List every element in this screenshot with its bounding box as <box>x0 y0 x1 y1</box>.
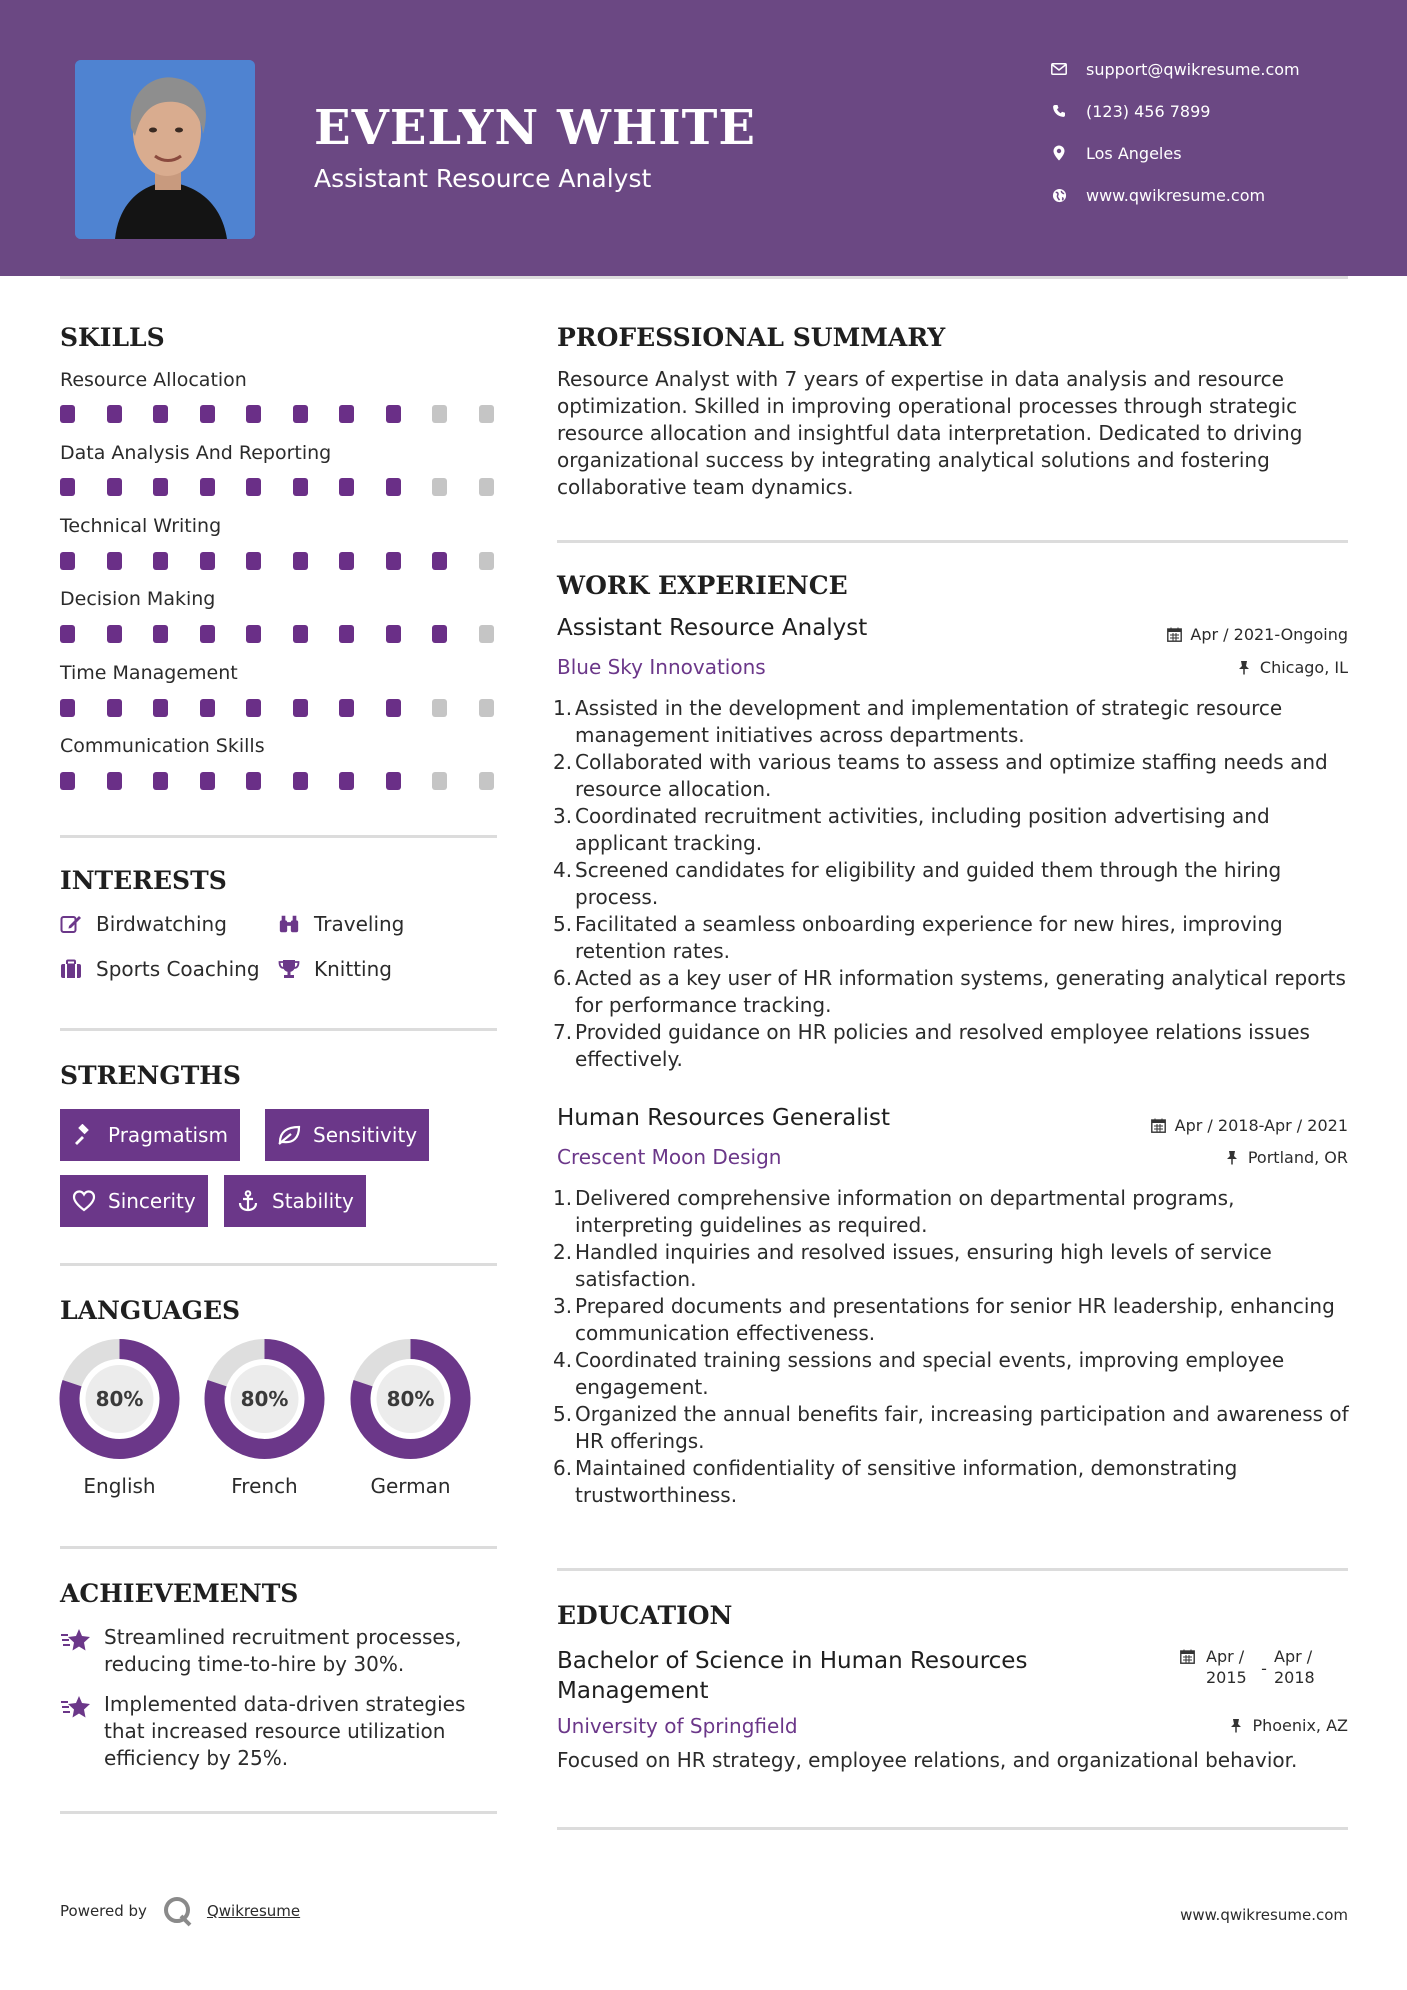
rating-dot-empty <box>432 405 447 423</box>
list-item: 6. Acted as a key user of HR information systems, generating analytical reports for performance tracking. <box>553 966 1346 1017</box>
rating-dot-filled <box>293 405 308 423</box>
rating-dot-filled <box>60 552 75 570</box>
envelope-icon <box>1048 59 1070 79</box>
company-name: Blue Sky Innovations <box>557 655 766 679</box>
skill-rating <box>60 552 500 570</box>
list-item: 6. Maintained confidentiality of sensitive information, demonstrating trustworthiness. <box>553 1456 1238 1507</box>
education-start-date: Apr / 2015 <box>1206 1647 1247 1687</box>
skill-name: Data Analysis And Reporting <box>60 442 332 464</box>
list-item: 4. Coordinated training sessions and special events, improving employee engagement. <box>553 1348 1285 1399</box>
pushpin-icon <box>1228 1718 1244 1734</box>
section-divider <box>557 540 1348 543</box>
powered-by-label: Powered by <box>60 1902 147 1920</box>
date-separator: - <box>1261 1659 1267 1678</box>
contact-email-text: support@qwikresume.com <box>1086 59 1300 79</box>
rating-dot-filled <box>200 478 215 496</box>
education-dates <box>1180 1646 1320 1688</box>
skills-heading: SKILLS <box>60 323 165 352</box>
rating-dot-filled <box>432 625 447 643</box>
heart-icon <box>72 1189 96 1213</box>
rating-dot-empty <box>479 699 494 717</box>
rating-dot-filled <box>107 478 122 496</box>
rating-dot-filled <box>386 478 401 496</box>
contact-phone[interactable] <box>1048 96 1368 126</box>
rating-dot-filled <box>200 625 215 643</box>
languages-heading: LANGUAGES <box>60 1296 241 1325</box>
job-bullets <box>555 695 1350 1073</box>
company-name: Crescent Moon Design <box>557 1145 782 1169</box>
strength-tag: Stability <box>224 1175 366 1227</box>
rating-dot-filled <box>386 552 401 570</box>
strength-tag: Pragmatism <box>60 1109 240 1161</box>
list-item: 2. Handled inquiries and resolved issues, ensuring high levels of service satisfaction. <box>553 1240 1272 1291</box>
list-item: 5. Organized the annual benefits fair, increasing participation and awareness of HR offerings. <box>553 1402 1349 1453</box>
candidate-role: Assistant Resource Analyst <box>314 164 652 193</box>
rating-dot-filled <box>432 552 447 570</box>
list-item: 2. Collaborated with various teams to assess and optimize staffing needs and resource allocation. <box>553 750 1328 801</box>
candidate-name: EVELYN WHITE <box>314 100 756 156</box>
skill-name: Technical Writing <box>60 515 222 537</box>
job-title: Assistant Resource Analyst <box>557 615 868 641</box>
rating-dot-filled <box>60 625 75 643</box>
star-icon <box>60 1626 92 1654</box>
briefcase-icon <box>60 958 82 980</box>
binoculars-icon <box>278 913 300 935</box>
rating-dot-filled <box>246 772 261 790</box>
section-divider <box>557 1568 1348 1571</box>
strength-tag: Sincerity <box>60 1175 208 1227</box>
rating-dot-empty <box>479 478 494 496</box>
rating-dot-empty <box>479 625 494 643</box>
section-divider <box>60 1028 497 1031</box>
contact-email[interactable] <box>1048 54 1368 84</box>
list-item: 3. Coordinated recruitment activities, including position advertising and applicant tracking. <box>553 804 1270 855</box>
rating-dot-filled <box>386 405 401 423</box>
rating-dot-empty <box>479 405 494 423</box>
rating-dot-filled <box>339 699 354 717</box>
skill-name: Resource Allocation <box>60 369 247 391</box>
rating-dot-filled <box>200 405 215 423</box>
rating-dot-filled <box>246 478 261 496</box>
achievement-item: Streamlined recruitment processes, reducing time-to-hire by 30%. <box>60 1624 500 1678</box>
rating-dot-filled <box>107 699 122 717</box>
rating-dot-filled <box>153 699 168 717</box>
phone-icon <box>1048 101 1070 121</box>
footer-powered-by <box>60 1894 300 1928</box>
skill-name: Time Management <box>60 662 238 684</box>
job-dates: Apr / 2018-Apr / 2021 <box>1151 1116 1348 1135</box>
list-item: 7. Provided guidance on HR policies and resolved employee relations issues effectively. <box>553 1020 1310 1071</box>
rating-dot-filled <box>293 478 308 496</box>
rating-dot-filled <box>339 772 354 790</box>
calendar-icon <box>1151 1118 1167 1134</box>
rating-dot-filled <box>293 625 308 643</box>
rating-dot-filled <box>293 772 308 790</box>
rating-dot-filled <box>386 772 401 790</box>
language-name: French <box>231 1474 298 1498</box>
language-name: English <box>83 1474 156 1498</box>
rating-dot-filled <box>60 478 75 496</box>
rating-dot-filled <box>60 772 75 790</box>
rating-dot-filled <box>293 699 308 717</box>
skill-rating <box>60 625 500 643</box>
experience-heading: WORK EXPERIENCE <box>557 571 848 600</box>
rating-dot-filled <box>293 552 308 570</box>
school-name: University of Springfield <box>557 1714 798 1738</box>
list-item: 1. Delivered comprehensive information on departmental programs, interpreting guidelines as required. <box>553 1186 1235 1237</box>
summary-text: Resource Analyst with 7 years of expertise in data analysis and resource optimization. Skilled in improving operational processes through strategic resource allocation and insightful data interpretation. Dedicated to driving organizational success by integrating analytical solutions and fostering collaborative team dynamics. <box>557 367 1303 499</box>
rating-dot-filled <box>200 699 215 717</box>
rating-dot-filled <box>107 772 122 790</box>
section-divider <box>557 1827 1348 1830</box>
calendar-icon <box>1180 1649 1196 1665</box>
rating-dot-filled <box>386 699 401 717</box>
globe-icon <box>1048 185 1070 205</box>
interests-heading: INTERESTS <box>60 866 227 895</box>
skill-rating <box>60 699 500 717</box>
skill-rating <box>60 772 500 790</box>
job-title: Human Resources Generalist <box>557 1105 891 1131</box>
contact-location-text: Los Angeles <box>1086 143 1182 163</box>
strength-tag: Sensitivity <box>265 1109 429 1161</box>
education-description: Focused on HR strategy, employee relations, and organizational behavior. <box>557 1748 1298 1772</box>
skill-rating <box>60 478 500 496</box>
star-icon <box>60 1693 92 1721</box>
language-item <box>57 1338 182 1498</box>
rating-dot-filled <box>339 478 354 496</box>
job-bullets <box>555 1185 1350 1509</box>
interest-item: Knitting <box>278 957 392 981</box>
summary-heading: PROFESSIONAL SUMMARY <box>557 323 946 352</box>
anchor-icon <box>236 1189 260 1213</box>
rating-dot-filled <box>153 478 168 496</box>
section-divider <box>60 1546 497 1549</box>
header-banner <box>0 0 1407 276</box>
list-item: 5. Facilitated a seamless onboarding experience for new hires, improving retention rates. <box>553 912 1283 963</box>
skill-name: Decision Making <box>60 588 216 610</box>
rating-dot-filled <box>153 552 168 570</box>
rating-dot-filled <box>246 699 261 717</box>
job-location: Chicago, IL <box>1236 658 1348 677</box>
contact-phone-text: (123) 456 7899 <box>1086 101 1211 121</box>
location-pin-icon <box>1048 143 1070 163</box>
skill-rating <box>60 405 500 423</box>
section-divider <box>60 1263 497 1266</box>
interest-item: Traveling <box>278 912 404 936</box>
rating-dot-filled <box>60 699 75 717</box>
rating-dot-empty <box>479 552 494 570</box>
job-location: Portland, OR <box>1224 1148 1348 1167</box>
rating-dot-filled <box>200 772 215 790</box>
interest-item: Sports Coaching <box>60 957 260 981</box>
pushpin-icon <box>1236 660 1252 676</box>
education-end-date: Apr / 2018 <box>1274 1647 1315 1687</box>
rating-dot-filled <box>339 552 354 570</box>
rating-dot-filled <box>107 625 122 643</box>
rating-dot-empty <box>479 772 494 790</box>
achievements-heading: ACHIEVEMENTS <box>60 1579 299 1608</box>
profile-photo <box>75 60 255 239</box>
rating-dot-filled <box>339 625 354 643</box>
rating-dot-filled <box>107 552 122 570</box>
pushpin-icon <box>1224 1150 1240 1166</box>
rating-dot-filled <box>60 405 75 423</box>
language-item <box>348 1338 473 1498</box>
section-divider <box>60 1811 497 1814</box>
degree-title: Bachelor of Science in Human Resources Management <box>557 1648 1028 1704</box>
contact-location <box>1048 138 1368 168</box>
rating-dot-filled <box>153 772 168 790</box>
rating-dot-filled <box>153 625 168 643</box>
contact-website-text: www.qwikresume.com <box>1086 185 1266 205</box>
brand-link[interactable]: Qwikresume <box>206 1902 301 1920</box>
header-divider <box>60 276 1348 279</box>
list-item: 3. Prepared documents and presentations for senior HR leadership, enhancing communication effectiveness. <box>553 1294 1335 1345</box>
rating-dot-filled <box>246 552 261 570</box>
leaf-icon <box>277 1123 301 1147</box>
rating-dot-filled <box>153 405 168 423</box>
list-item: 1. Assisted in the development and implementation of strategic resource management initiatives across departments. <box>553 696 1283 747</box>
rating-dot-empty <box>432 478 447 496</box>
education-location: Phoenix, AZ <box>1228 1716 1348 1735</box>
language-percent: 80% <box>386 1387 435 1411</box>
footer-website-link[interactable]: www.qwikresume.com <box>1180 1906 1348 1924</box>
trophy-icon <box>278 958 300 980</box>
language-name: German <box>370 1474 451 1498</box>
rating-dot-filled <box>107 405 122 423</box>
job-dates: Apr / 2021-Ongoing <box>1166 625 1348 644</box>
language-percent: 80% <box>240 1387 289 1411</box>
contact-website[interactable] <box>1048 180 1368 210</box>
achievement-item: Implemented data-driven strategies that increased resource utilization efficiency by 25%. <box>60 1691 500 1772</box>
qwikresume-logo-icon <box>161 1894 195 1928</box>
section-divider <box>60 835 497 838</box>
education-heading: EDUCATION <box>557 1601 733 1630</box>
language-item <box>202 1338 327 1498</box>
rating-dot-empty <box>432 772 447 790</box>
rating-dot-filled <box>200 552 215 570</box>
rating-dot-filled <box>386 625 401 643</box>
rating-dot-filled <box>246 405 261 423</box>
calendar-icon <box>1166 627 1182 643</box>
list-item: 4. Screened candidates for eligibility and guided them through the hiring process. <box>553 858 1282 909</box>
gavel-icon <box>72 1123 96 1147</box>
strengths-heading: STRENGTHS <box>60 1061 241 1090</box>
rating-dot-empty <box>432 699 447 717</box>
interest-item: Birdwatching <box>60 912 227 936</box>
rating-dot-filled <box>246 625 261 643</box>
language-percent: 80% <box>95 1387 144 1411</box>
rating-dot-filled <box>339 405 354 423</box>
edit-icon <box>60 913 82 935</box>
skill-name: Communication Skills <box>60 735 265 757</box>
